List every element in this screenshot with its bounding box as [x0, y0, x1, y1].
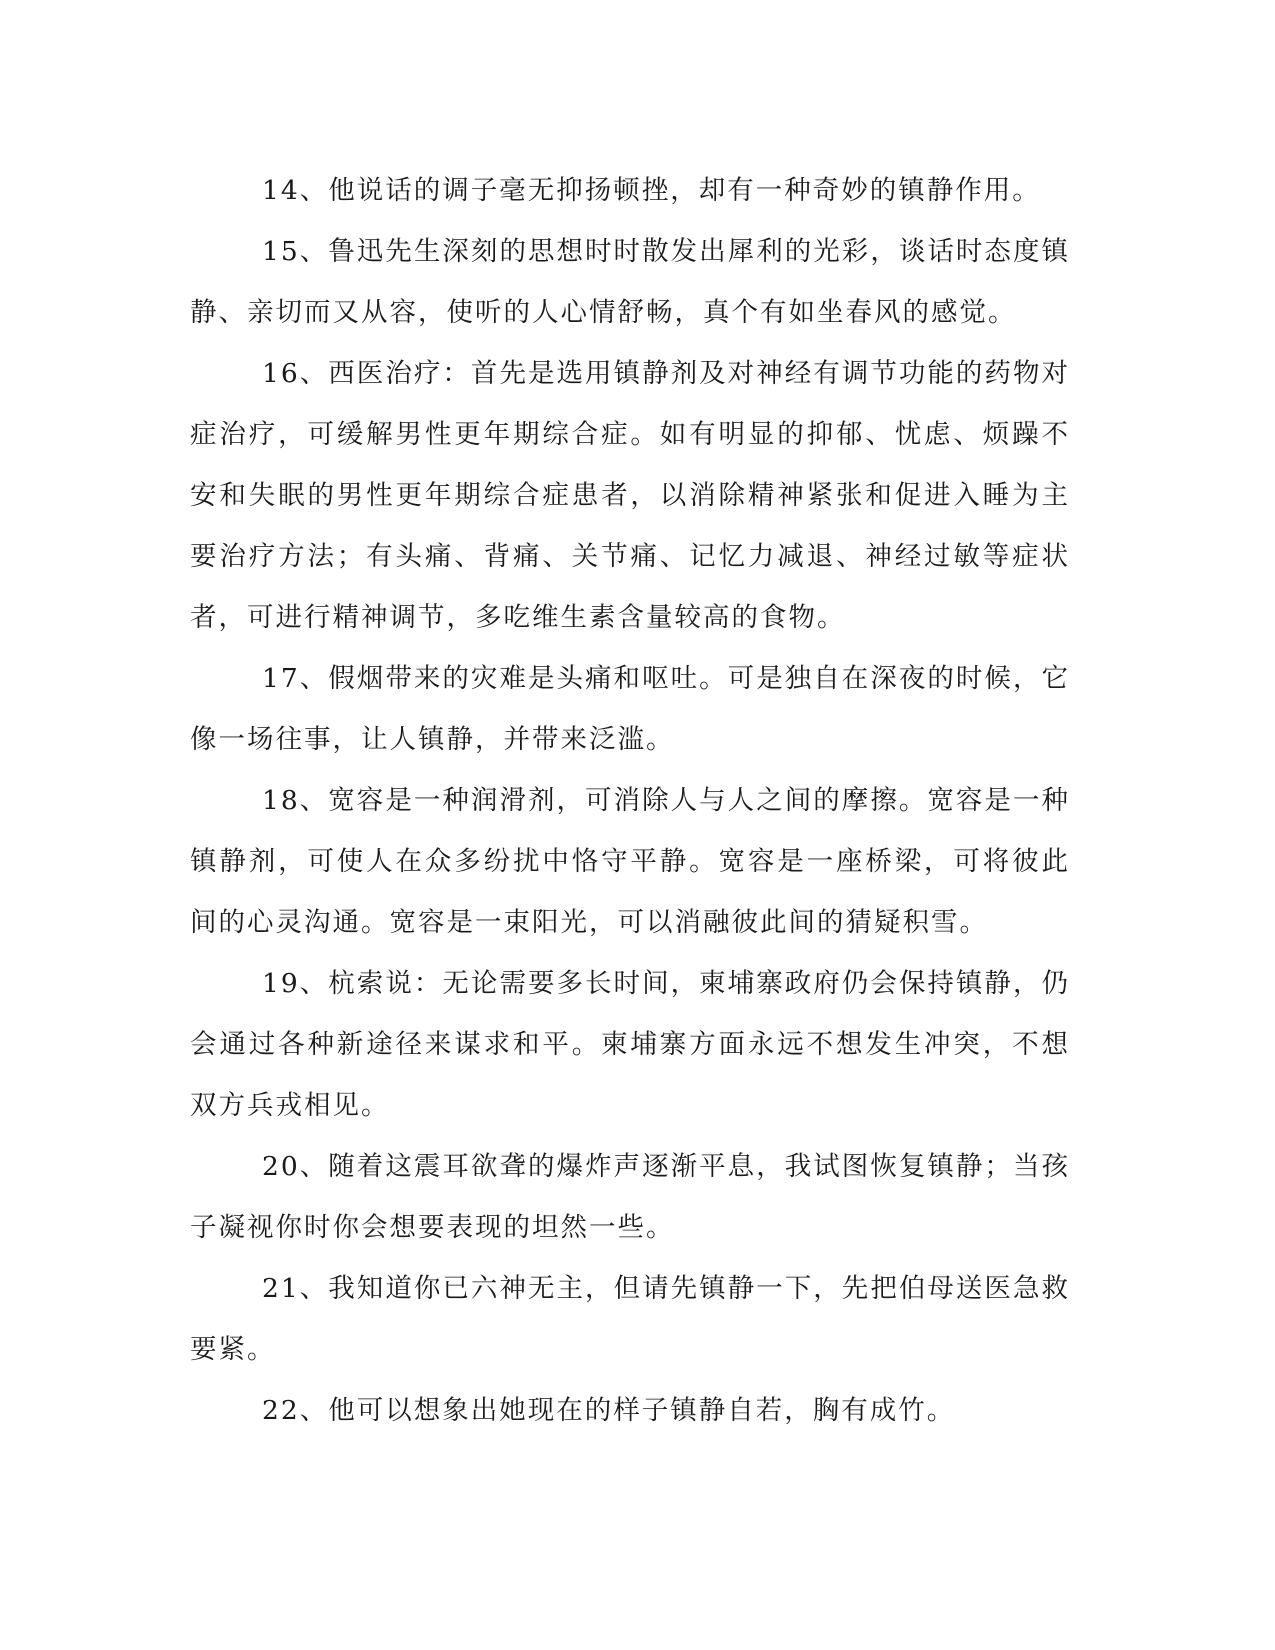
paragraph-22: 22、他可以想象出她现在的样子镇静自若，胸有成竹。 — [262, 1395, 956, 1426]
document-body — [190, 160, 1070, 1441]
paragraph-17: 17、假烟带来的灾难是头痛和呕吐。可是独自在深夜的时候，它像一场往事，让人镇静，并带来泛滥。 — [190, 663, 1070, 755]
paragraph-18: 18、宽容是一种润滑剂，可消除人与人之间的摩擦。宽容是一种镇静剂，可使人在众多纷扰中恪守平静。宽容是一座桥梁，可将彼此间的心灵沟通。宽容是一束阳光，可以消融彼此间的猜疑积雪。 — [190, 785, 1070, 938]
paragraph-20: 20、随着这震耳欲聋的爆炸声逐渐平息，我试图恢复镇静；当孩子凝视你时你会想要表现的坦然一些。 — [190, 1151, 1070, 1243]
paragraph-19: 19、杭索说：无论需要多长时间，柬埔寨政府仍会保持镇静，仍会通过各种新途径来谋求和平。柬埔寨方面永远不想发生冲突，不想双方兵戎相见。 — [190, 968, 1070, 1121]
paragraph-15: 15、鲁迅先生深刻的思想时时散发出犀利的光彩，谈话时态度镇静、亲切而又从容，使听的人心情舒畅，真个有如坐春风的感觉。 — [190, 236, 1070, 328]
paragraph-14: 14、他说话的调子毫无抑扬顿挫，却有一种奇妙的镇静作用。 — [262, 175, 1041, 206]
paragraph-16: 16、西医治疗：首先是选用镇静剂及对神经有调节功能的药物对症治疗，可缓解男性更年期综合症。如有明显的抑郁、忧虑、烦躁不安和失眠的男性更年期综合症患者，以消除精神紧张和促进入睡为主要治疗方法；有头痛、背痛、关节痛、记忆力减退、神经过敏等症状者，可进行精神调节，多吃维生素含量较高的食物。 — [190, 358, 1070, 633]
paragraph-21: 21、我知道你已六神无主，但请先镇静一下，先把伯母送医急救要紧。 — [190, 1273, 1070, 1365]
